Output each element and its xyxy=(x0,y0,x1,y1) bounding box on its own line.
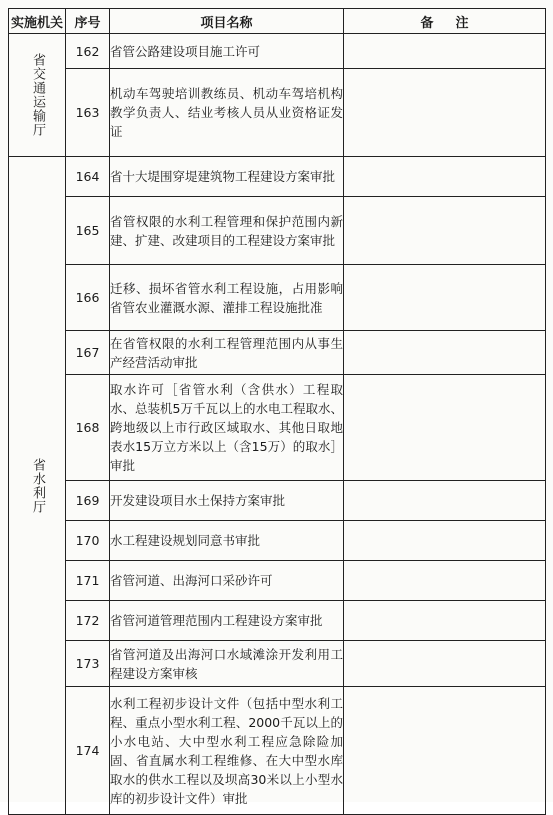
row-number: 173 xyxy=(66,641,110,687)
row-project-name: 水工程建设规划同意书审批 xyxy=(110,521,344,561)
row-notes xyxy=(344,157,546,197)
row-notes xyxy=(344,265,546,331)
row-number: 165 xyxy=(66,197,110,265)
agency-cell-water: 省水利厅 xyxy=(9,157,66,815)
row-notes xyxy=(344,521,546,561)
table-row xyxy=(9,265,546,331)
row-project-name: 省管权限的水利工程管理和保护范围内新建、扩建、改建项目的工程建设方案审批 xyxy=(110,197,344,265)
row-number: 163 xyxy=(66,69,110,157)
row-project-name: 省十大堤围穿堤建筑物工程建设方案审批 xyxy=(110,157,344,197)
table-row xyxy=(9,157,546,197)
row-number: 168 xyxy=(66,375,110,481)
table-row xyxy=(9,641,546,687)
row-notes xyxy=(344,69,546,157)
table-row xyxy=(9,69,546,157)
row-project-name: 机动车驾驶培训教练员、机动车驾培机构教学负责人、结业考核人员从业资格证发证 xyxy=(110,69,344,157)
row-number: 170 xyxy=(66,521,110,561)
row-notes xyxy=(344,34,546,69)
row-notes xyxy=(344,375,546,481)
table-row xyxy=(9,561,546,601)
row-number: 162 xyxy=(66,34,110,69)
row-project-name: 迁移、损坏省管水利工程设施，占用影响省管农业灌溉水源、灌排工程设施批准 xyxy=(110,265,344,331)
table-row xyxy=(9,687,546,815)
row-number: 166 xyxy=(66,265,110,331)
table-row xyxy=(9,481,546,521)
row-project-name: 在省管权限的水利工程管理范围内从事生产经营活动审批 xyxy=(110,331,344,375)
row-notes xyxy=(344,561,546,601)
table-row xyxy=(9,197,546,265)
row-notes xyxy=(344,601,546,641)
table-row xyxy=(9,331,546,375)
header-notes: 备注 xyxy=(344,9,546,34)
row-project-name: 取水许可［省管水利（含供水）工程取水、总装机5万千瓦以上的水电工程取水、跨地级以上市行政区域取水、其他日取地表水15万立方米以上（含15万）的取水］审批 xyxy=(110,375,344,481)
row-number: 164 xyxy=(66,157,110,197)
row-project-name: 开发建设项目水土保持方案审批 xyxy=(110,481,344,521)
table-row xyxy=(9,34,546,69)
row-number: 171 xyxy=(66,561,110,601)
row-number: 167 xyxy=(66,331,110,375)
row-number: 172 xyxy=(66,601,110,641)
row-project-name: 省管河道、出海河口采砂许可 xyxy=(110,561,344,601)
table-row xyxy=(9,375,546,481)
row-project-name: 省管河道及出海河口水域滩涂开发利用工程建设方案审核 xyxy=(110,641,344,687)
approval-items-table xyxy=(8,8,546,815)
header-number: 序号 xyxy=(66,9,110,34)
row-project-name: 省管河道管理范围内工程建设方案审批 xyxy=(110,601,344,641)
row-notes xyxy=(344,687,546,815)
row-number: 174 xyxy=(66,687,110,815)
table-header-row xyxy=(9,9,546,34)
row-notes xyxy=(344,481,546,521)
header-agency: 实施机关 xyxy=(9,9,66,34)
agency-cell-transport: 省交通运输厅 xyxy=(9,34,66,157)
table-row xyxy=(9,521,546,561)
row-number: 169 xyxy=(66,481,110,521)
row-notes xyxy=(344,197,546,265)
header-project-name: 项目名称 xyxy=(110,9,344,34)
row-notes xyxy=(344,331,546,375)
row-project-name: 水利工程初步设计文件（包括中型水利工程、重点小型水利工程、2000千瓦以上的小水电站、大中型水利工程应急除险加固、省直属水利工程维修、在大中型水库取水的供水工程以及坝高30米以上小型水库的初步设计文件）审批 xyxy=(110,687,344,815)
row-notes xyxy=(344,641,546,687)
table-row xyxy=(9,601,546,641)
row-project-name: 省管公路建设项目施工许可 xyxy=(110,34,344,69)
